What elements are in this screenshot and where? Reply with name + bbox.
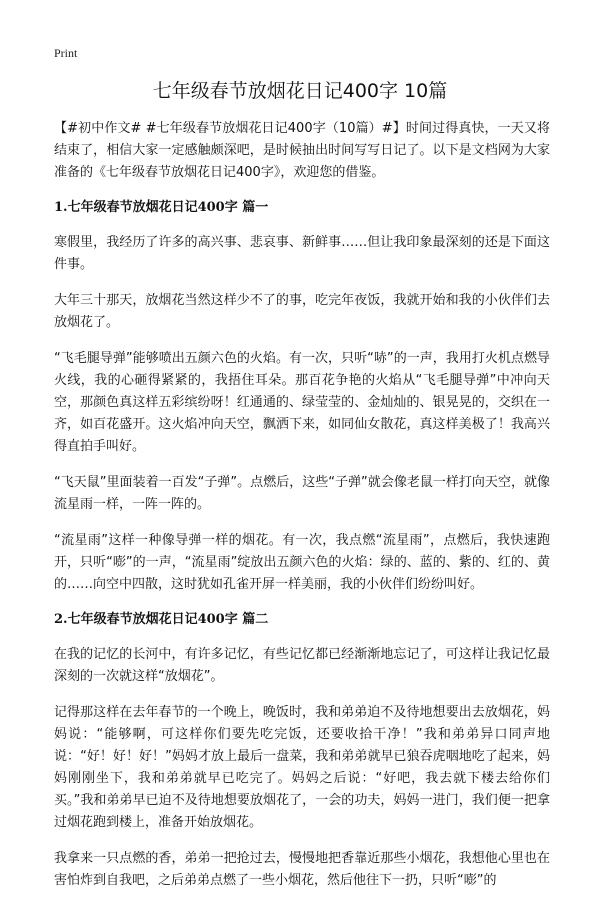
page-title: 七年级春节放烟花日记400字 10篇 [152, 80, 448, 102]
article-body [54, 118, 550, 906]
paragraph: “流星雨”这样一种像导弹一样的烟花。有一次，我点燃“流星雨”，点燃后，我快速跑开，只听“嘭”的一声，“流星雨”绽放出五颜六色的火焰：绿的、蓝的、紫的、红的、黄的……向空中四散，这时犹如孔雀开屏一样美丽，我的小伙伴们纷纷叫好。 [54, 533, 550, 592]
paragraph: 在我的记忆的长河中，有许多记忆，有些记忆都已经渐渐地忘记了，可这样让我记忆最深刻的一次就这样“放烟花”。 [54, 647, 550, 684]
paragraph: “飞毛腿导弹”能够喷出五颜六色的火焰。有一次，只听“哧”的一声，我用打火机点燃导火线，我的心砸得紧紧的，我捂住耳朵。那百花争艳的火焰从“飞毛腿导弹”中冲向天空，那颜色真这样五彩缤纷呀！红通通的、绿莹莹的、金灿灿的、银晃晃的，交织在一齐，如百花盛开。这火焰冲向天空，飘洒下来，如同仙女散花，真这样美极了！我高兴得直拍手叫好。 [54, 351, 550, 454]
paragraph: 记得那这样在去年春节的一个晚上，晚饭时，我和弟弟迫不及待地想要出去放烟花，妈妈说：“能够啊，可这样你们要先吃完饭，还要收拾干净！”我和弟弟异口同声地说：“好！好！好！”妈妈才放上最后一盘菜，我和弟弟就早已狼吞虎咽地吃了起来，妈妈刚刚坐下，我和弟弟就早已吃完了。妈妈之后说：“好吧，我去就下楼去给你们买。”我和弟弟早已迫不及待地想要放烟花了，一会的功夫，妈妈一进门，我们便一把拿过烟花跑到楼上，准备开始放烟花。 [54, 705, 550, 830]
print-link[interactable]: Print [54, 46, 78, 60]
paragraph: “飞天鼠”里面装着一百发“子弹”。点燃后，这些“子弹”就会像老鼠一样打向天空，就像流星雨一样，一阵一阵的。 [54, 475, 550, 512]
section-heading-1: 1.七年级春节放烟花日记400字 篇一 [54, 200, 269, 215]
paragraph: 我拿来一只点燃的香，弟弟一把抢过去，慢慢地把香靠近那些小烟花，我想他心里也在害怕炸到自我吧，之后弟弟点燃了一些小烟花，然后他往下一扔，只听“嘭”的 [54, 851, 550, 888]
section-heading-2: 2.七年级春节放烟花日记400字 篇二 [54, 612, 269, 627]
paragraph: 大年三十那天，放烟花当然这样少不了的事，吃完年夜饭，我就开始和我的小伙伴们去放烟花了。 [54, 293, 550, 330]
paragraph: 寒假里，我经历了许多的高兴事、悲哀事、新鲜事……但让我印象最深刻的还是下面这件事。 [54, 235, 550, 272]
intro-paragraph: 【#初中作文# #七年级春节放烟花日记400字（10篇）#】时间过得真快，一天又将结束了，相信大家一定感触颇深吧，是时候抽出时间写写日记了。以下是文档网为大家准备的《七年级春节放烟花日记400字》，欢迎您的借鉴。 [54, 121, 550, 180]
